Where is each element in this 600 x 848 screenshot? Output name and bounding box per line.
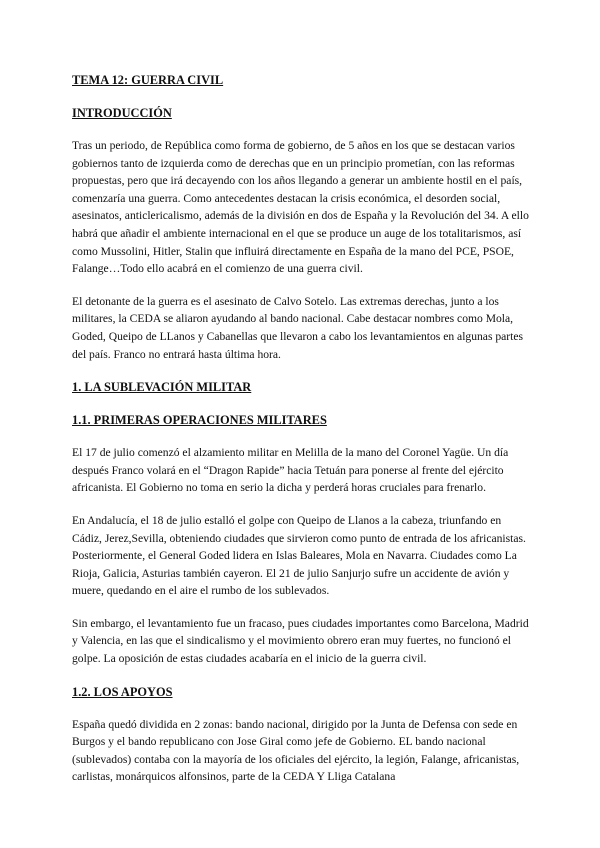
section-heading-introduccion: INTRODUCCIÓN [72, 106, 172, 120]
paragraph: El 17 de julio comenzó el alzamiento militar en Melilla de la mano del Coronel Yagüe. Un día después Franco volará en el “Dragon Rapide” hacia Tetuán para ponerse al frente del ejército africanista. El Gobierno no toma en serio la dicha y perderá horas cruciales para frenarlo. [72, 446, 509, 495]
document-page [72, 72, 532, 786]
section-heading-los-apoyos: 1.2. LOS APOYOS [72, 684, 173, 699]
section-heading-primeras-operaciones: 1.1. PRIMERAS OPERACIONES MILITARES [72, 413, 327, 428]
paragraph: En Andalucía, el 18 de julio estalló el golpe con Queipo de Llanos a la cabeza, triunfando en Cádiz, Jerez,Sevilla, obteniendo ciudades que sirvieron como punto de entrada de los africanistas. Posteriormente, el General Goded lidera en Islas Baleares, Mola en Navarra. Ciudades como La Rioja, Galicia, Asturias también cayeron. El 21 de julio Sanjurjo sufre un accidente de avión y muere, quedando en el aire el rumbo de los sublevados. [72, 513, 526, 598]
section-heading-sublevacion: 1. LA SUBLEVACIÓN MILITAR [72, 380, 252, 395]
paragraph: Tras un periodo, de República como forma de gobierno, de 5 años en los que se destacan varios gobiernos tanto de izquierda como de derechas que en un principio prometían, con las reformas propuestas, pero que irá decayendo con los años llegando a generar un ambiente hostil en el país, comenzaría una guerra. Como antecedentes destacan la crisis económica, el desorden social, asesinatos, anticlericalismo, además de la división en dos de España y la Revolución del 34. A ello habrá que añadir el ambiente internacional en el que se produce un auge de los totalitarismos, así como Mussolini, Hitler, Stalin que influirá directamente en España de la mano del PCE, PSOE, Falange…Todo ello acabrá en el comienzo de una guerra civil. [72, 139, 529, 276]
paragraph: El detonante de la guerra es el asesinato de Calvo Sotelo. Las extremas derechas, junto a los militares, la CEDA se aliaron ayudando al bando nacional. Cabe destacar nombres como Mola, Goded, Queipo de LLanos y Cabanellas que llevaron a cabo los levantamientos en algunas partes del país. Franco no entrará hasta última hora. [72, 294, 524, 361]
paragraph: España quedó dividida en 2 zonas: bando nacional, dirigido por la Junta de Defensa con sede en Burgos y el bando republicano con Jose Giral como jefe de Gobierno. EL bando nacional (sublevados) contaba con la mayoría de los oficiales del ejército, la legión, Falange, africanistas, carlistas, monárquicos alfonsinos, parte de la CEDA Y Lliga Catalana [72, 717, 520, 784]
paragraph: Sin embargo, el levantamiento fue un fracaso, pues ciudades importantes como Barcelona, Madrid y Valencia, en las que el sindicalismo y el movimiento obrero eran muy fuertes, no funcionó el golpe. La oposición de estas ciudades acabaría en el inicio de la guerra civil. [72, 616, 529, 666]
document-title: TEMA 12: GUERRA CIVIL [72, 73, 224, 87]
